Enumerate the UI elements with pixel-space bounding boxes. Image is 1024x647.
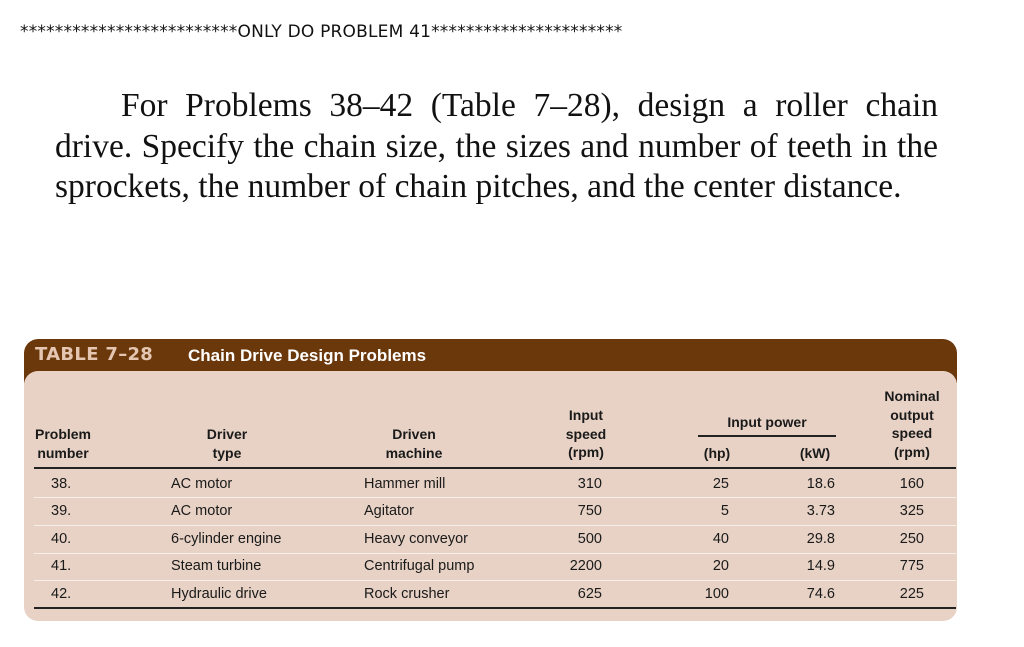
cell-hp: 100	[704, 586, 729, 602]
header-arc	[24, 371, 957, 395]
row-divider	[34, 553, 956, 554]
cell-problem: 42.	[51, 586, 72, 602]
cell-hp: 40	[712, 531, 729, 547]
cell-kw: 18.6	[806, 476, 835, 492]
chain-drive-table	[24, 339, 957, 621]
col-header-hp: (hp)	[703, 445, 731, 461]
cell-speed: 500	[577, 531, 602, 547]
cell-output: 250	[899, 531, 924, 547]
col-header-input-power: Input power	[727, 414, 807, 430]
cell-hp: 20	[712, 558, 729, 574]
cell-hp: 25	[712, 476, 729, 492]
cell-kw: 14.9	[806, 558, 835, 574]
cell-problem: 41.	[51, 558, 72, 574]
cell-kw: 3.73	[806, 503, 835, 519]
col-header-driven-machine: Driven machine	[385, 426, 443, 461]
cell-driver: Steam turbine	[171, 558, 262, 574]
cell-driver: AC motor	[171, 476, 233, 492]
cell-hp: 5	[720, 503, 729, 519]
cell-speed: 750	[577, 503, 602, 519]
table-title: Chain Drive Design Problems	[188, 346, 427, 365]
cell-problem: 38.	[51, 476, 72, 492]
cell-output: 325	[899, 503, 924, 519]
instruction-banner: *************************ONLY DO PROBLEM 41**********************	[20, 22, 623, 42]
cell-output: 160	[899, 476, 924, 492]
cell-kw: 74.6	[806, 586, 835, 602]
table-label: TABLE 7–28	[35, 344, 154, 365]
cell-driven: Hammer mill	[364, 476, 446, 492]
cell-driven: Agitator	[364, 503, 414, 519]
cell-speed: 2200	[569, 558, 602, 574]
cell-kw: 29.8	[806, 531, 835, 547]
cell-driven: Centrifugal pump	[364, 558, 475, 574]
row-divider	[34, 525, 956, 526]
cell-driven: Rock crusher	[364, 586, 450, 602]
cell-problem: 39.	[51, 503, 72, 519]
input-power-rule	[698, 435, 836, 437]
cell-problem: 40.	[51, 531, 72, 547]
cell-speed: 310	[577, 476, 602, 492]
col-header-kw: (kW)	[799, 445, 831, 461]
row-divider	[34, 580, 956, 581]
cell-driven: Heavy conveyor	[364, 531, 468, 547]
cell-driver: 6-cylinder engine	[171, 531, 282, 547]
cell-driver: AC motor	[171, 503, 233, 519]
col-header-output-speed: Nominal output speed (rpm)	[884, 388, 940, 460]
table-bottom-rule	[34, 607, 956, 609]
header-bottom-rule	[34, 467, 956, 469]
row-divider	[34, 497, 956, 498]
cell-speed: 625	[577, 586, 602, 602]
col-header-driver-type: Driver type	[206, 426, 248, 461]
cell-output: 775	[899, 558, 924, 574]
problem-statement: For Problems 38–42 (Table 7–28), design a roller chain drive. Specify the chain size, the sizes and number of teeth in the sprockets, the number of chain pitches, and the center distance.	[55, 87, 938, 205]
cell-output: 225	[899, 586, 924, 602]
cell-driver: Hydraulic drive	[171, 586, 267, 602]
col-header-input-speed: Input speed (rpm)	[565, 407, 607, 460]
col-header-problem-number: Problem number	[34, 426, 91, 461]
